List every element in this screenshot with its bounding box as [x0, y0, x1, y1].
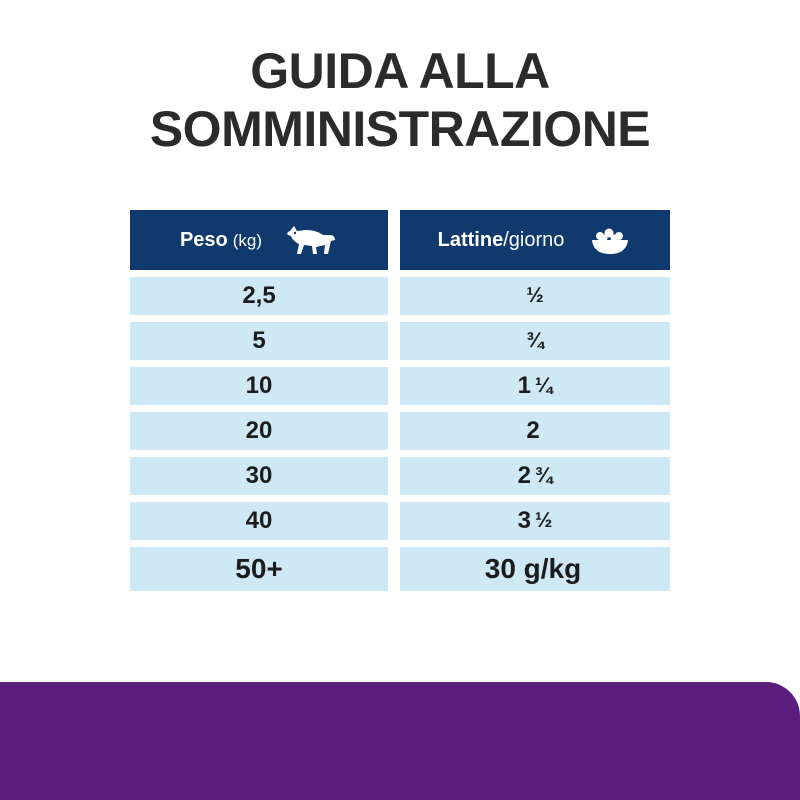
cell-weight: 40	[130, 502, 388, 540]
cell-servings-amount: 30 g/kg	[484, 553, 582, 584]
table-row	[130, 277, 670, 315]
cell-servings-amount: 3	[517, 507, 531, 534]
table-row	[130, 547, 670, 591]
cell-servings	[400, 277, 670, 315]
cell-servings-fraction: ¼	[534, 374, 553, 397]
header-servings-suffix: /giorno	[503, 228, 565, 251]
table-header-row	[130, 210, 670, 270]
page-title	[0, 42, 800, 158]
cell-servings-amount: 1	[517, 372, 531, 399]
header-weight-unit: (kg)	[232, 230, 263, 250]
feeding-table	[130, 210, 670, 591]
bottom-purple-band	[0, 682, 800, 800]
cell-servings-fraction: ½	[526, 284, 544, 307]
cell-servings	[400, 502, 670, 540]
cell-weight: 2,5	[130, 277, 388, 315]
cell-weight: 50+	[130, 547, 388, 591]
header-weight-label: Peso	[179, 228, 228, 251]
cell-servings-fraction: ¾	[534, 464, 553, 487]
cell-servings	[400, 412, 670, 450]
cell-servings-fraction: ¾	[526, 329, 544, 352]
table-row	[130, 502, 670, 540]
cell-weight: 20	[130, 412, 388, 450]
table-row	[130, 457, 670, 495]
cell-servings-amount: 2	[517, 462, 531, 489]
cell-weight: 10	[130, 367, 388, 405]
cell-servings	[400, 457, 670, 495]
header-cell-servings	[400, 210, 670, 270]
table-row	[130, 412, 670, 450]
page-title-line-1: GUIDA ALLA	[250, 43, 550, 99]
cell-servings	[400, 322, 670, 360]
food-bowl-icon	[588, 225, 632, 255]
dog-icon	[286, 225, 338, 255]
cell-weight: 5	[130, 322, 388, 360]
table-row	[130, 322, 670, 360]
cell-servings-amount: 2	[526, 417, 540, 444]
cell-servings	[400, 547, 670, 591]
cell-weight: 30	[130, 457, 388, 495]
header-servings-label: Lattine	[437, 228, 504, 251]
table-row	[130, 367, 670, 405]
header-cell-weight	[130, 210, 388, 270]
cell-servings-fraction: ½	[534, 509, 553, 532]
cell-servings	[400, 367, 670, 405]
page-title-line-2: SOMMINISTRAZIONE	[149, 101, 651, 157]
